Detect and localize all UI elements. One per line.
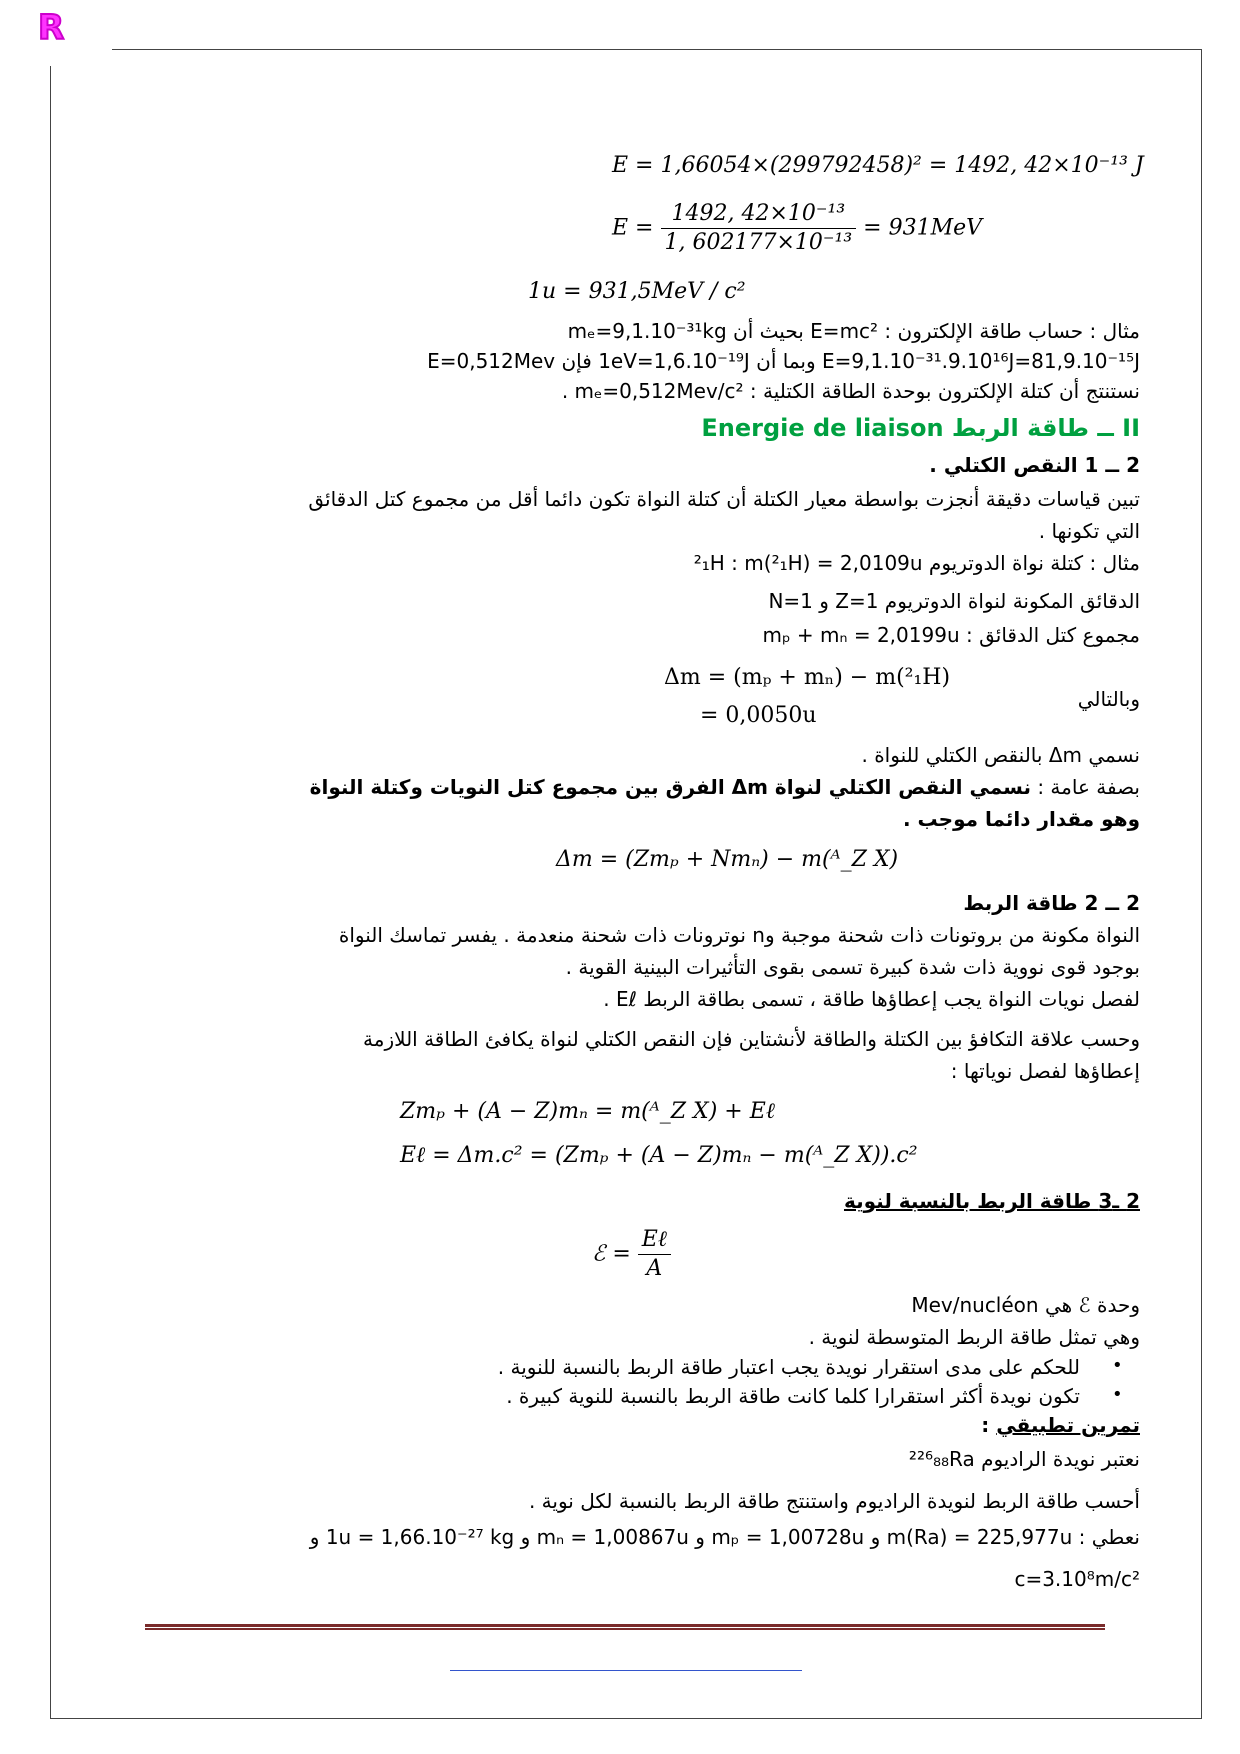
example-deuterium: مثال : كتلة نواة الدوتريوم ²₁H : m(²₁H) = 2,0109u — [693, 551, 1140, 575]
delta-m-equation-1: Δm = (mₚ + mₙ) − m(²₁H) — [664, 665, 951, 690]
deuterium-particles: الدقائق المكونة لنواة الدوتريوم Z=1 و N=1 — [768, 589, 1140, 613]
binding-equation-2: Eℓ = Δm.c² = (Zmₚ + (A − Z)mₙ − m(ᴬ_Z X)).c² — [400, 1143, 918, 1168]
bullet-item: تكون نويدة أكثر استقرارا كلما كانت طاقة الربط بالنسبة للنوية كبيرة . — [506, 1384, 1080, 1408]
bullet-item: للحكم على مدى استقرار نويدة يجب اعتبار طاقة الربط بالنسبة للنوية . — [497, 1355, 1080, 1379]
paragraph-mass-defect-1: تبين قياسات دقيقة أنجزت بواسطة معيار الكتلة أن كتلة النواة تكون دائما أقل من مجموع كتل الدقائق — [308, 487, 1140, 511]
paragraph-mass-defect-2: التي تكونها . — [1038, 519, 1140, 543]
footer-link-underline — [450, 1670, 802, 1671]
exercise-title: تمرين تطبيقي : — [981, 1413, 1140, 1437]
example-electron-line3: نستنتج أن كتلة الإلكترون بوحدة الطاقة الكتلية : mₑ=0,512Mev/c² . — [561, 379, 1140, 403]
paragraph-binding-3: لفصل نويات النواة يجب إعطاؤها طاقة ، تسمى بطاقة الربط Eℓ . — [603, 987, 1140, 1011]
page-frame-right — [1201, 49, 1202, 1719]
equation-u-mev: 1u = 931,5MeV / c² — [528, 279, 746, 304]
paragraph-binding-2: بوجود قوى نووية ذات شدة كبيرة تسمى بقوى التأثيرات البينية القوية . — [565, 955, 1140, 979]
epsilon-equation: ℰ = $\frac{\text{Eℓ}}{A}$ — [592, 1226, 671, 1283]
equation-energy-mev: E = $\frac{\text{1492, 42×10⁻¹³}}{\text{1, 602177×10⁻¹³}}$ = 931MeV — [612, 201, 983, 255]
fraction: $\frac{\text{Eℓ}}{A}$ — [638, 1226, 671, 1283]
unit-line: وحدة ℰ هي Mev/nucléon — [911, 1293, 1140, 1317]
equation-energy-u: E = 1,66054×(299792458)² = 1492, 42×10⁻¹³ J — [612, 153, 1144, 178]
subsection-per-nucleon-title: 2 ـ3 طاقة الربط بالنسبة لنوية — [843, 1189, 1140, 1213]
therefore-label: وبالتالي — [1077, 687, 1140, 711]
page-frame-bottom — [50, 1718, 1202, 1719]
exercise-line2: أحسب طاقة الربط لنويدة الراديوم واستنتج طاقة الربط بالنسبة لكل نوية . — [528, 1489, 1140, 1513]
paragraph-einstein-1: وحسب علاقة التكافؤ بين الكتلة والطاقة لأنشتاين فإن النقص الكتلي لنواة يكافئ الطاقة اللازمة — [363, 1027, 1140, 1051]
naming-mass-defect: نسمي Δm بالنقص الكتلي للنواة . — [861, 743, 1140, 767]
general-definition-line2: وهو مقدار دائما موجب . — [902, 807, 1140, 831]
header-rule — [112, 49, 1202, 50]
exercise-speed-of-light: c=3.10⁸m/c² — [1014, 1567, 1140, 1591]
paragraph-binding-1: النواة مكونة من بروتونات ذات شحنة موجبة وn نوترونات ذات شحنة منعدمة . يفسر تماسك النواة — [338, 923, 1140, 947]
fraction: $\frac{\text{1492, 42×10⁻¹³}}{\text{1, 602177×10⁻¹³}}$ — [661, 200, 857, 257]
paragraph-einstein-2: إعطاؤها لفصل نوياتها : — [950, 1059, 1140, 1083]
page-frame-left — [50, 66, 51, 1719]
subsection-binding-energy-title: 2 ــ 2 طاقة الربط — [963, 891, 1140, 915]
bullet-icon: • — [1112, 1384, 1123, 1405]
exercise-given-values: نعطي : m(Ra) = 225,977u و mₚ = 1,00728u و mₙ = 1,00867u و 1u = 1,66.10⁻²⁷ kg و — [309, 1525, 1140, 1549]
logo: R — [38, 8, 65, 48]
footer-rule — [145, 1624, 1105, 1630]
example-electron-line1: مثال : حساب طاقة الإلكترون : E=mc² بحيث أن mₑ=9,1.10⁻³¹kg — [567, 319, 1140, 343]
general-definition-line1: بصفة عامة : نسمي النقص الكتلي لنواة Δm الفرق بين مجموع كتل النويات وكتلة النواة — [309, 775, 1140, 799]
subsection-mass-defect-title: 2 ــ 1 النقص الكتلي . — [929, 453, 1140, 477]
meaning-line: وهي تمثل طاقة الربط المتوسطة لنوية . — [808, 1325, 1140, 1349]
example-electron-line2: E=9,1.10⁻³¹.9.10¹⁶J=81,9.10⁻¹⁵J وبما أن 1eV=1,6.10⁻¹⁹J فإن E=0,512Mev — [427, 349, 1140, 373]
exercise-line1: نعتبر نويدة الراديوم ²²⁶₈₈Ra — [908, 1447, 1140, 1471]
delta-m-general-equation: Δm = (Zmₚ + Nmₙ) − m(ᴬ_Z X) — [556, 847, 899, 872]
binding-equation-1: Zmₚ + (A − Z)mₙ = m(ᴬ_Z X) + Eℓ — [400, 1099, 775, 1124]
sum-of-masses: مجموع كتل الدقائق : mₚ + mₙ = 2,0199u — [762, 623, 1140, 647]
bullet-icon: • — [1112, 1355, 1123, 1376]
delta-m-equation-2: = 0,0050u — [700, 703, 817, 728]
section-title-binding-energy: II ــ طاقة الربط Energie de liaison — [701, 414, 1140, 442]
